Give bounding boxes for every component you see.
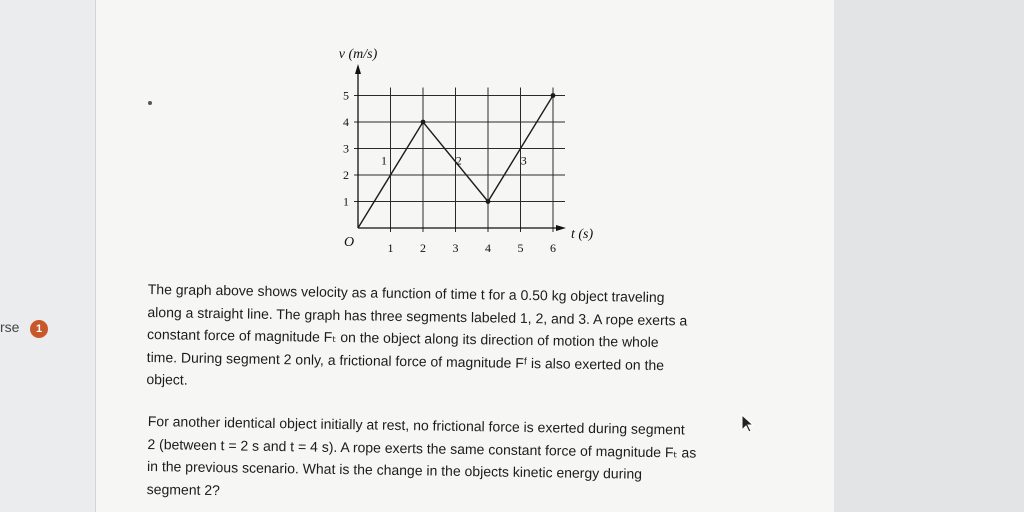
y-axis-arrow-icon: [355, 64, 361, 74]
data-point: [421, 120, 426, 125]
origin-label: O: [344, 235, 355, 250]
problem-line: along a straight line. The graph has three segments labeled 1, 2, and 3. A rope exerts a: [147, 303, 688, 328]
x-tick-label: 3: [452, 241, 459, 255]
problem-line: time. During segment 2 only, a frictional force of magnitude Fᶠ is also exerted on the: [146, 348, 665, 373]
y-axis-label: v (m/s): [338, 47, 378, 62]
x-tick-label: 5: [517, 241, 524, 255]
problem-line: The graph above shows velocity as a function of time t for a 0.50 kg object traveling: [147, 280, 665, 306]
problem-line: constant force of magnitude Fₜ on the object along its direction of motion the whole: [146, 325, 659, 351]
problem-paragraph-1: [146, 278, 778, 400]
problem-line: segment 2?: [146, 480, 221, 498]
y-tick-label: 3: [343, 141, 349, 156]
problem-line: For another identical object initially at rest, no frictional force is exerted during segment: [147, 412, 685, 438]
data-point: [551, 93, 556, 98]
y-tick-label: 5: [343, 88, 349, 103]
segment-label: 1: [381, 153, 387, 168]
segment-label: 2: [455, 153, 462, 168]
problem-line: in the previous scenario. What is the change in the objects kinetic energy during: [146, 457, 643, 482]
problem-paragraph-2: [147, 410, 778, 510]
problem-line: object.: [146, 370, 188, 388]
x-tick-label: 4: [485, 241, 491, 255]
y-tick-label: 1: [343, 194, 349, 209]
x-axis-label: t (s): [571, 227, 594, 242]
y-tick-label: 4: [343, 115, 349, 129]
y-tick-label: 2: [343, 168, 349, 182]
data-point: [486, 199, 491, 204]
chart-labels: [339, 47, 594, 255]
chart-axes: [355, 64, 566, 231]
x-tick-label: 6: [550, 241, 556, 255]
notification-badge[interactable]: 1: [30, 320, 48, 338]
segment-label: 3: [520, 153, 527, 168]
sidebar-course-label[interactable]: rse: [0, 319, 20, 335]
problem-line: 2 (between t = 2 s and t = 4 s). A rope exerts the same constant force of magnitude Fₜ as: [147, 435, 697, 461]
x-tick-label: 2: [420, 241, 426, 255]
x-tick-label: 1: [387, 241, 394, 255]
x-axis-arrow-icon: [556, 225, 566, 231]
mouse-cursor-icon: [740, 414, 754, 434]
